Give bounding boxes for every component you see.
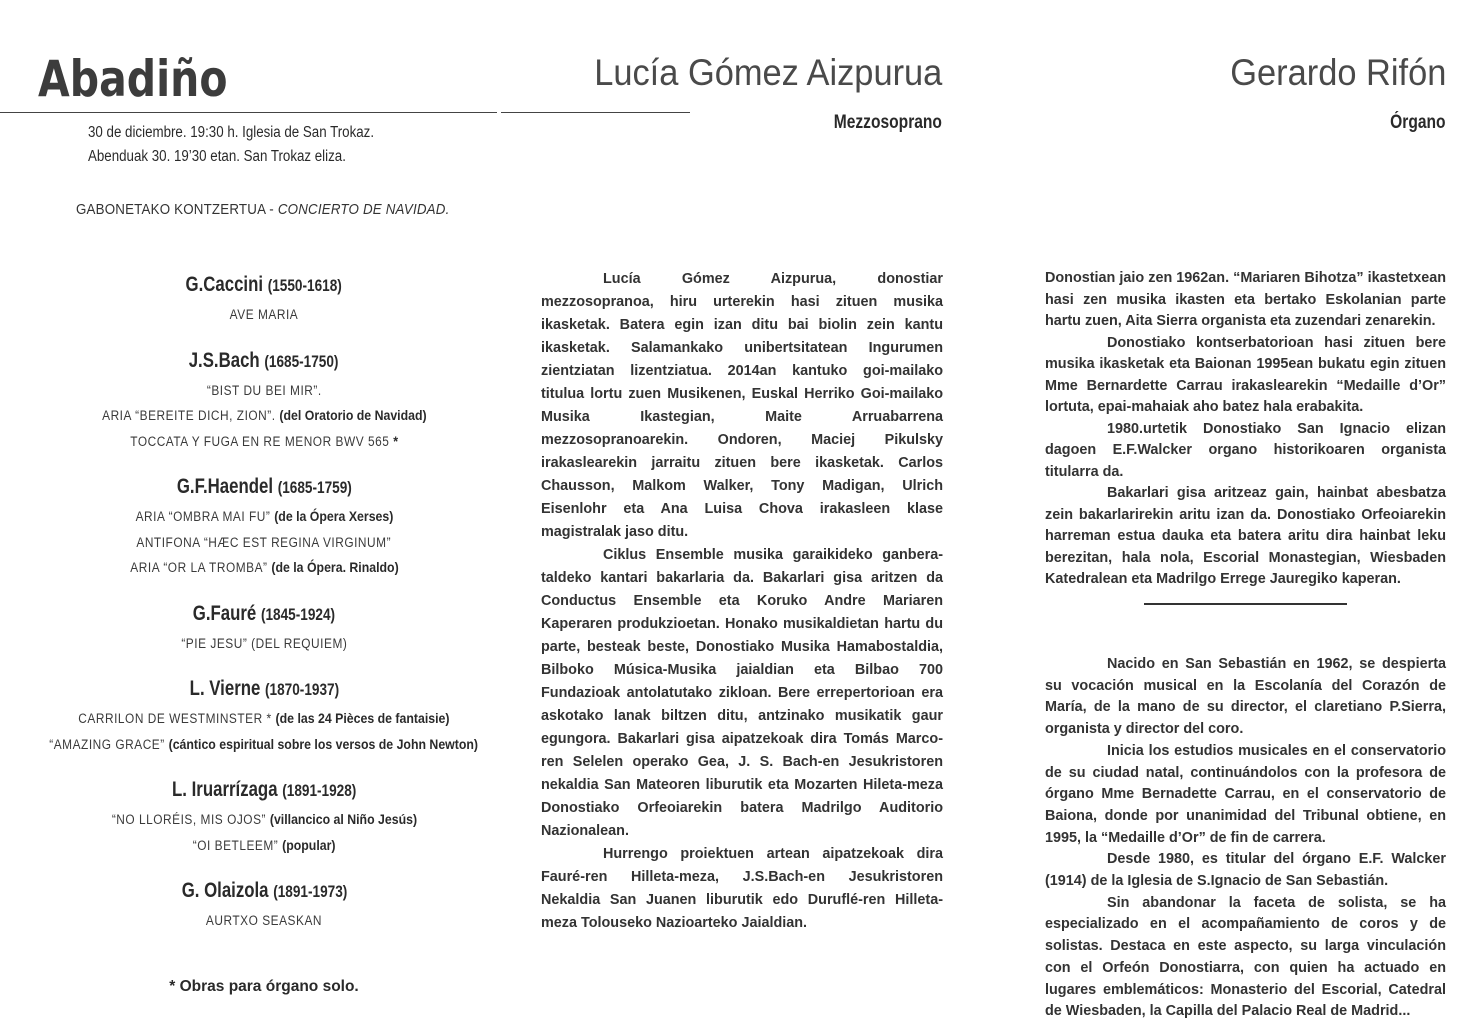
performer-name-organ: Gerardo Rifón <box>1229 52 1446 93</box>
composer-block <box>0 775 528 858</box>
composer-name-text: L. Iruarrízaga <box>171 778 278 801</box>
performer-name-mezzo: Lucía Gómez Aizpurua <box>593 52 942 93</box>
performer-role-organ: Órgano <box>1390 112 1446 133</box>
concert-title-eu: GABONETAKO KONTZERTUA - <box>76 202 278 218</box>
piece-note: (popular) <box>281 836 336 853</box>
piece-title: “BIST DU BEI MIR”. <box>206 382 322 398</box>
composer-name-text: G.Fauré <box>192 601 257 625</box>
piece-line <box>0 807 528 833</box>
bio-paragraph: Bakarlari gisa aritzeaz gain, hainbat abesbatza zein bakarlarirekin aritu izan da. Donostiako Orfeoiarekin harreman estua dauka eta batera aritu dira hainbat leku berezitan, hala nola, Escorial Monastegian, Wiesbaden Katedralean eta Madrilgo Errege Jauregiko kaperan. <box>1045 485 1446 587</box>
piece-note: (de la Ópera Xerses) <box>273 508 393 524</box>
composer-name <box>186 270 342 301</box>
piece-title: ARIA “OMBRA MAI FU” <box>135 509 270 524</box>
piece-line <box>0 530 528 556</box>
composer-name <box>193 599 335 630</box>
composer-years: (1891-1973) <box>272 882 347 901</box>
composer-years: (1550-1618) <box>268 276 343 295</box>
piece-note: (del Oratorio de Navidad) <box>279 407 427 423</box>
composer-name <box>189 674 338 705</box>
piece-title: TOCCATA Y FUGA EN RE MENOR BWV 565 <box>130 433 390 449</box>
piece-note: (cántico espiritual sobre los versos de John Newton) <box>168 735 479 752</box>
piece-line <box>0 833 528 859</box>
piece-title: AURTXO SEASKAN <box>205 913 323 928</box>
footnote: * Obras para órgano solo. <box>169 978 359 995</box>
organist-bio-eu <box>1045 268 1446 591</box>
bio-paragraph: Sin abandonar la faceta de solista, se ha especializado en el acompañamiento de coros y de solistas. Destaca en este aspecto, su larga vinculación con el Orfeón Donostiarra, con quien ha actuado en lugares emblemáticos: Monasterio del Escorial, Catedral de Wiesbaden, la Capilla del Palacio Real de Madrid... <box>1045 894 1446 1020</box>
composer-block <box>0 599 528 657</box>
piece-line <box>0 706 528 732</box>
composer-name-text: G.F.Haendel <box>176 475 273 498</box>
concert-title <box>76 202 449 218</box>
bio-paragraph: Desde 1980, es titular del órgano E.F. Walcker (1914) de la Iglesia de S.Ignacio de San Sebastián. <box>1045 851 1446 890</box>
piece-line <box>0 302 528 328</box>
date-es: 30 de diciembre. 19:30 h. Iglesia de San Trokaz. <box>88 124 375 141</box>
piece-title: ARIA “OR LA TROMBA” <box>129 560 268 575</box>
mezzo-bio <box>541 268 943 935</box>
date-eu: Abenduak 30. 19’30 etan. San Trokaz eliza. <box>88 148 346 165</box>
piece-line <box>0 908 528 934</box>
bio-paragraph: Inicia los estudios musicales en el conservatorio de su ciudad natal, continuándolos con la profesora de órgano Mme Bernadette Carrau, en el conservatorio de Baiona, donde por unanimidad del Tribunal obtiene, en 1995, la “Medaille d’Or” de fin de carrera. <box>1045 742 1446 846</box>
piece-title: “AMAZING GRACE” <box>49 736 166 752</box>
title-rule-short <box>501 112 690 113</box>
bio-paragraph: Nacido en San Sebastián en 1962, se despierta su vocación musical en la Escolanía del Corazón de María, de la mano de su director, el claretiano P.Sierra, organista y director del coro. <box>1045 656 1446 738</box>
bio-paragraph: 1980.urtetik Donostiako San Ignacio elizan dagoen E.F.Walcker organo historikoaren organista titularra da. <box>1045 420 1446 480</box>
piece-note: (de las 24 Pièces de fantaisie) <box>275 710 450 726</box>
piece-title: “PIE JESU” (DEL REQUIEM) <box>180 635 348 651</box>
piece-title: AVE MARIA <box>229 307 299 322</box>
piece-note: (de la Ópera. Rinaldo) <box>270 559 399 575</box>
venue-title: Abadiño <box>38 50 228 108</box>
composer-block <box>0 270 528 328</box>
composer-years: (1891-1928) <box>282 781 357 800</box>
performer-role-mezzo: Mezzosoprano <box>833 112 942 133</box>
piece-line <box>0 732 528 758</box>
composer-name-text: L. Vierne <box>189 677 260 700</box>
piece-line <box>0 631 528 657</box>
composer-block <box>0 346 528 455</box>
piece-line <box>0 403 528 429</box>
piece-title: CARRILON DE WESTMINSTER * <box>78 711 272 726</box>
section-divider <box>1144 603 1347 605</box>
piece-title: ANTIFONA “HÆC EST REGINA VIRGINUM” <box>136 534 392 550</box>
piece-line <box>0 429 528 455</box>
composer-name <box>172 775 356 806</box>
piece-line <box>0 555 528 581</box>
piece-title: “NO LLORÉIS, MIS OJOS” <box>111 812 266 827</box>
composer-name-text: G.Caccini <box>185 273 264 296</box>
piece-note: (villancico al Niño Jesús) <box>269 811 417 827</box>
composer-name <box>189 346 339 377</box>
piece-title: “OI BETLEEM” <box>192 837 279 853</box>
program-list <box>0 270 528 934</box>
concert-title-es: CONCIERTO DE NAVIDAD. <box>277 202 450 218</box>
date-block <box>88 121 374 169</box>
composer-years: (1845-1924) <box>261 604 336 624</box>
composer-block <box>0 472 528 581</box>
composer-years: (1685-1750) <box>264 351 339 371</box>
composer-name <box>177 472 352 503</box>
composer-name <box>181 876 347 907</box>
composer-years: (1870-1937) <box>264 680 339 699</box>
piece-line <box>0 504 528 530</box>
bio-paragraph: Donostian jaio zen 1962an. “Mariaren Bihotza” ikastetxean hasi zen musika ikasten eta bertako Eskolanian parte hartu zuen, Aita Sierra organista eta zuzendari zenarekin. <box>1045 270 1446 329</box>
piece-title: ARIA “BEREITE DICH, ZION”. <box>101 408 276 423</box>
bio-paragraph: Ciklus Ensemble musika garaikideko ganbera-taldeko kantari bakarlaria da. Bakarlari gisa aritzen da Conductus Ensemble eta Koruko Andre Mariaren Kaperaren produkzioetan. Honako musikaldietan hartu du parte, besteak beste, Donostiako Musika Hamabostaldia, Bilboko Música-Musika jaialdian eta Bilbao 700 Fundazioak antolatutako zikloan. Bere errepertorioan era askotako lanak biltzen ditu, antzinako musikatik gaur egungora. Bakarlari gisa aipatzekoak dira Tomás Marco-ren Selelen operako Gea, J. S. Bach-en Jesukristoren nekaldia San Mateoren liburutik eta Mozarten Hileta-meza Donostiako Orfeoiarekin batera Madrilgo Auditorio Nazionalean. <box>541 547 943 839</box>
title-rule <box>0 112 497 113</box>
piece-note: * <box>393 432 398 449</box>
piece-line <box>0 378 528 404</box>
organist-bio-es <box>1045 654 1446 1023</box>
bio-paragraph: Donostiako kontserbatorioan hasi zituen bere musika ikasketak eta Baionan 1995ean bukatu egin zituen Mme Bernardette Carrau irakaslearekin “Medaille d’Or” lortuta, epai-mahaiak aho batez hala erabakita. <box>1045 334 1446 415</box>
composer-block <box>0 876 528 934</box>
composer-name-text: G. Olaizola <box>181 879 269 902</box>
bio-paragraph: Lucía Gómez Aizpurua, donostiar mezzosopranoa, hiru urterekin hasi zituen musika ikasketak. Batera egin izan ditu bai biolin zein kantu ikasketak. Salamankako unibertsitatean Ingurumen zientziatan lizentziatua. 2014an kantuko goi-mailako titulua lortu zuen Musikenen, Euskal Herriko Goi-mailako Musika Ikastegian, Maite Arruabarrena mezzosopranoarekin. Ondoren, Maciej Pikulsky irakaslearekin jarraitu zituen bere ikasketak. Carlos Chausson, Malkom Walker, Tony Madigan, Ulrich Eisenlohr eta Ana Luisa Chova irakasleen klase magistralak jaso ditu. <box>541 271 943 540</box>
composer-years: (1685-1759) <box>277 478 352 497</box>
bio-paragraph: Hurrengo proiektuen artean aipatzekoak dira Fauré-ren Hilleta-meza, J.S.Bach-en Jesukristoren Nekaldia San Juanen liburutik edo Duruflé-ren Hilleta-meza Tolouseko Nazioarteko Jaialdian. <box>541 846 943 931</box>
composer-name-text: J.S.Bach <box>189 348 261 372</box>
composer-block <box>0 674 528 757</box>
